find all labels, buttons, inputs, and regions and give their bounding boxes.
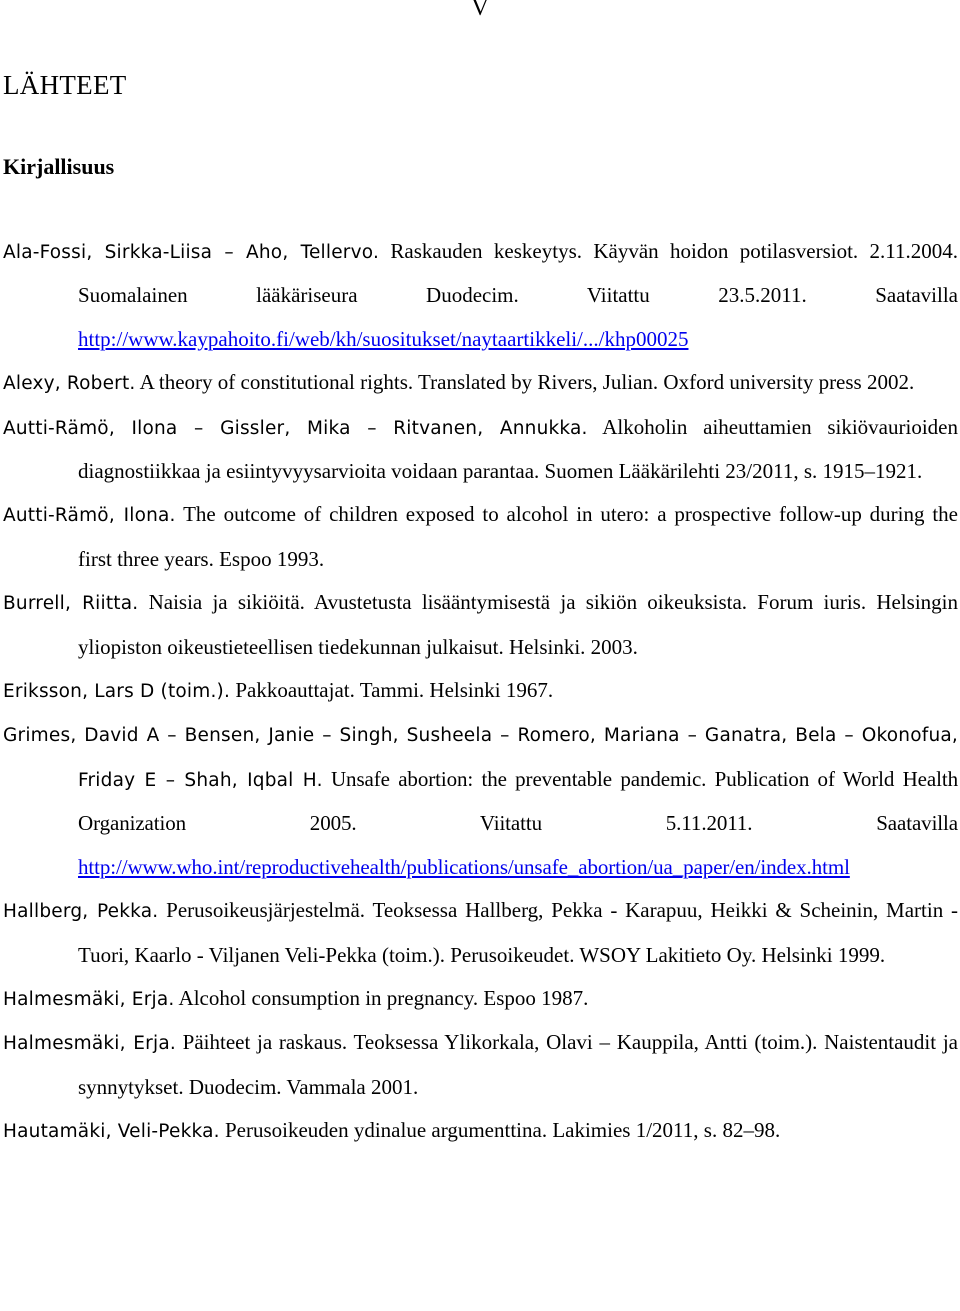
reference-author: Halmesmäki, Erja.	[3, 1033, 176, 1055]
reference-author: Grimes, David A – Bensen, Janie – Singh, Susheela – Romero, Mariana – Ganatra, Bela – Okonofua, Friday E – Shah, Iqbal H.	[3, 725, 958, 791]
reference-author: Autti-Rämö, Ilona – Gissler, Mika – Ritvanen, Annukka.	[3, 417, 588, 439]
reference-text: The outcome of children exposed to alcohol in utero: a prospective follow-up during the first three years. Espoo 1993.	[78, 502, 958, 571]
reference-author: Ala-Fossi, Sirkka-Liisa – Aho, Tellervo.	[3, 242, 380, 263]
reference-author: Hautamäki, Veli-Pekka.	[3, 1121, 220, 1143]
reference-author: Halmesmäki, Erja.	[3, 988, 175, 1010]
section-heading: Kirjallisuus	[3, 154, 115, 179]
reference-item	[3, 977, 958, 1021]
page-title: LÄHTEET	[3, 70, 127, 100]
reference-text: Pakkoauttajat. Tammi. Helsinki 1967.	[230, 678, 554, 703]
reference-text: Naisia ja sikiöitä. Avustetusta lisääntymisestä ja sikiön oikeuksista. Forum iuris. Helsingin yliopiston oikeustieteellisen tiedekunnan julkaisut. Helsinki. 2003.	[78, 590, 958, 659]
reference-text: Alkoholin aiheuttamien sikiövaurioiden diagnostiikkaa ja esiintyvyysarvioita voidaan parantaa. Suomen Lääkärilehti 23/2011, s. 1915–1921.	[78, 414, 958, 484]
reference-item	[3, 713, 958, 889]
reference-text: A theory of constitutional rights. Translated by Rivers, Julian. Oxford university press 2002.	[135, 370, 915, 395]
reference-item	[3, 406, 958, 494]
reference-author: Burrell, Riitta.	[3, 593, 139, 615]
reference-author: Eriksson, Lars D (toim.).	[3, 681, 231, 703]
reference-text: Unsafe abortion: the preventable pandemic. Publication of World Health Organization 2005. Viitattu 5.11.2011. Saatavilla	[78, 766, 958, 836]
reference-link[interactable]: http://www.kaypahoito.fi/web/kh/suositukset/naytaartikkeli/.../khp00025	[78, 326, 689, 351]
reference-item	[3, 581, 958, 669]
reference-author: Hallberg, Pekka.	[3, 901, 159, 923]
reference-text: Alcohol consumption in pregnancy. Espoo 1987.	[174, 985, 589, 1010]
reference-list	[3, 230, 958, 1154]
reference-item	[3, 1021, 958, 1109]
reference-author: Alexy, Robert.	[3, 373, 136, 395]
page-number: V	[471, 0, 489, 21]
reference-item	[3, 493, 958, 581]
reference-item	[3, 1109, 958, 1153]
reference-item	[3, 669, 958, 713]
reference-text: Raskauden keskeytys. Käyvän hoidon potilasversiot. 2.11.2004. Suomalainen lääkäriseura Duodecim. Viitattu 23.5.2011. Saatavilla	[78, 239, 958, 308]
reference-text: Päihteet ja raskaus. Teoksessa Ylikorkala, Olavi – Kauppila, Antti (toim.). Naistentaudit ja synnytykset. Duodecim. Vammala 2001.	[78, 1030, 958, 1099]
reference-item	[3, 230, 958, 361]
reference-author: Autti-Rämö, Ilona.	[3, 505, 176, 527]
reference-link[interactable]: http://www.who.int/reproductivehealth/publications/unsafe_abortion/ua_paper/en/index.html	[78, 854, 850, 879]
reference-item	[3, 889, 958, 977]
reference-item	[3, 361, 958, 405]
reference-text: Perusoikeusjärjestelmä. Teoksessa Hallberg, Pekka - Karapuu, Heikki & Scheinin, Martin - Tuori, Kaarlo - Viljanen Veli-Pekka (toim.). Perusoikeudet. WSOY Lakitieto Oy. Helsinki 1999.	[78, 898, 958, 967]
reference-text: Perusoikeuden ydinalue argumenttina. Lakimies 1/2011, s. 82–98.	[219, 1118, 781, 1143]
